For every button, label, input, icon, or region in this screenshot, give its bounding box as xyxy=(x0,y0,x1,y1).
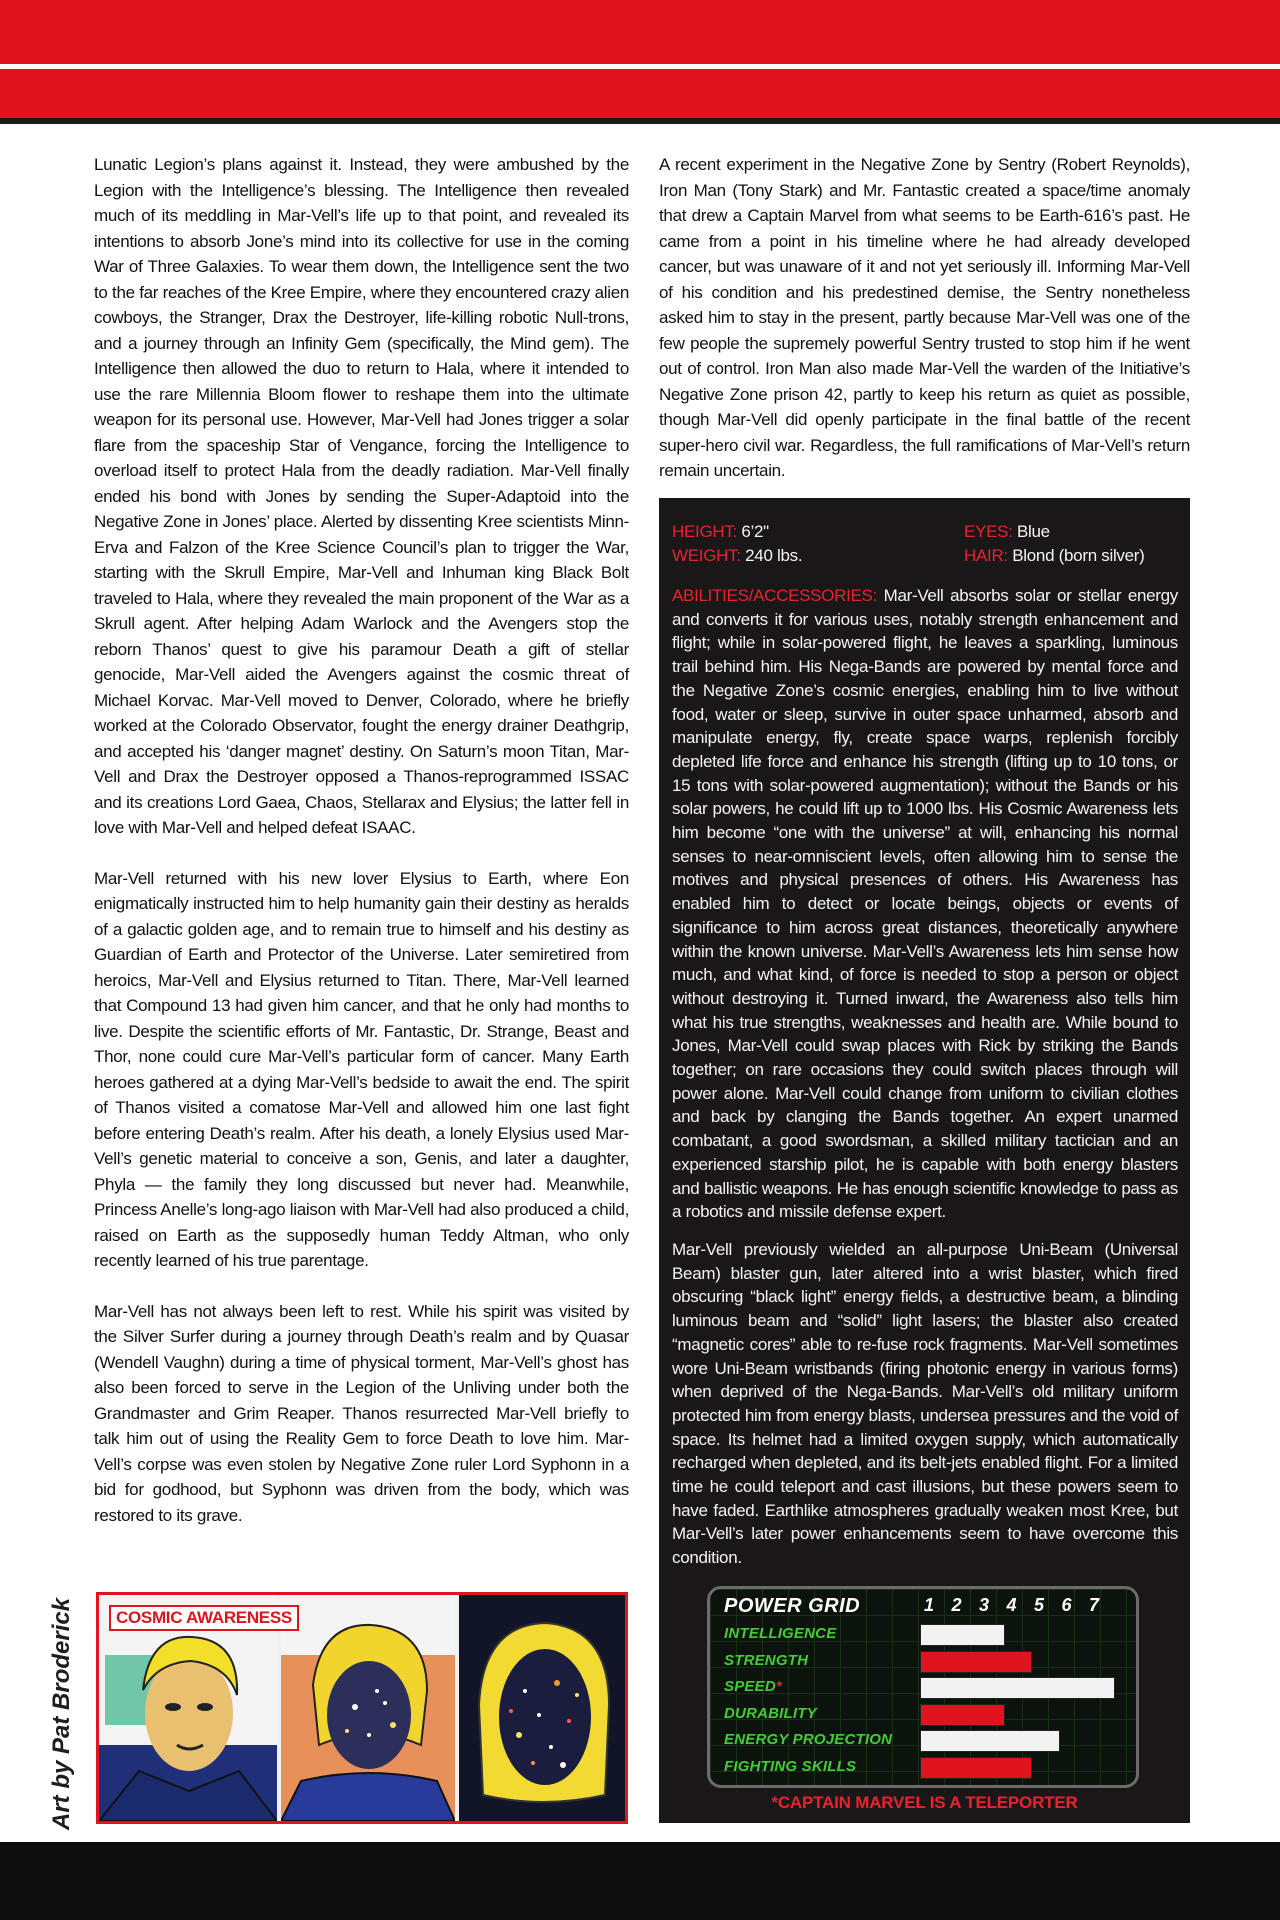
abilities-text: Mar-Vell absorbs solar or stellar energy and converts it for various uses, notably strength enhancement and flight; while in solar-powered flight, he leaves a sparkling, luminous trail behind him. His Nega-Bands are powered by mental force and the Negative Zone’s cosmic energies, enabling him to live without food, water or sleep, survive in outer space unharmed, absorb and manipulate energy, fly, create space warps, replenish forcibly depleted life force and enhance his strength (lifting up to 10 tons, or 15 tons with solar-powered augmentation); without the Bands or his solar powers, he could lift up to 1000 lbs. His Cosmic Awareness lets him become “one with the universe” at will, enhancing his normal senses to near-omniscient levels, often allowing him to sense the motives and physical presences of others. His Awareness has enabled him to detect or locate beings, objects or events of significance to him across great distances, theoretically anywhere within the known universe. Mar-Vell’s Awareness lets him sense how much, and what kind, of force is needed to stop a person or object without destroying it. Turned inward, the Awareness also tells him what his true strengths, weaknesses and health are. While bound to Jones, Mar-Vell could swap places with Rick by striking the Bands together; on rare occasions they could switch places through will power alone. Mar-Vell could change from uniform to civilian clothes and back by clanging the Bands together. An expert unarmed combatant, a good swordsman, a skilled military tactician and an experienced starship pilot, he is capable with both energy blasters and ballistic weapons. He has enough scientific knowledge to pass as a robotics and missile defense expert. xyxy=(672,586,1178,1222)
height-value: 6’2" xyxy=(736,522,769,541)
bio-paragraph-2: Mar-Vell returned with his new lover Elysius to Earth, where Eon enigmatically instructed him to help humanity gain their destiny as heralds of a galactic golden age, and to remain true to himself and his destiny as Guardian of Earth and Protector of the Universe. Later semiretired from heroics, Mar-Vell and Elysius returned to Titan. There, Mar-Vell learned that Compound 13 had given him cancer, and that he only had months to live. Despite the scientific efforts of Mr. Fantastic, Dr. Strange, Beast and Thor, none could cure Mar-Vell’s particular form of cancer. Many Earth heroes gathered at a dying Mar-Vell’s bedside to await the end. The spirit of Thanos visited a comatose Mar-Vell and allowed him one last fight before entering Death’s realm. After his death, a lonely Elysius used Mar-Vell’s genetic material to conceive a son, Genis, and later a daughter, Phyla — the family they long discussed but never had. Meanwhile, Princess Anelle’s long-ago liaison with Mar-Vell had also produced a child, raised on Earth as the supposedly human Teddy Altman, who only recently learned of his true parentage. xyxy=(94,868,629,1270)
power-grid-label-durability: DURABILITY xyxy=(724,1704,817,1722)
header-band xyxy=(0,0,1280,124)
power-grid-label-fighting-skills: FIGHTING SKILLS xyxy=(724,1757,857,1775)
power-grid-label-intelligence: INTELLIGENCE xyxy=(724,1625,837,1642)
artwork-panel xyxy=(96,1592,628,1824)
height-label: HEIGHT: xyxy=(672,522,737,541)
power-grid-scale-4: 4 xyxy=(1006,1595,1017,1615)
left-column xyxy=(94,152,629,1553)
bio-paragraph-3: Mar-Vell has not always been left to rest. While his spirit was visited by the Silver Surfer during a journey through Death’s realm and by Quasar (Wendell Vaughn) during a time of physical torment, Mar-Vell’s ghost has also been forced to serve in the Legion of the Unliving under both the Grandmaster and Grim Reaper. Thanos resurrected Mar-Vell briefly to talk him out of using the Reality Gem to force Death to love him. Mar-Vell’s corpse was even stolen by Negative Zone ruler Lord Syphonn in a bid for godhood, but Syphonn was driven from the body, which was restored to its grave. xyxy=(94,1301,629,1525)
art-panel-2 xyxy=(281,1595,455,1821)
power-grid-bar-fighting-skills xyxy=(920,1757,1032,1779)
hair-value: Blond (born silver) xyxy=(1007,546,1145,565)
bio-paragraph-4: A recent experiment in the Negative Zone by Sentry (Robert Reynolds), Iron Man (Tony Stark) and Mr. Fantastic created a space/time anomaly that drew a Captain Marvel from what seems to be Earth-616’s past. He came from a point in his timeline where he had already developed cancer, but was unaware of it and not yet seriously ill. Informing Mar-Vell of his condition and his predestined demise, the Sentry nonetheless asked him to stay in the present, partly because Mar-Vell was one of the few people the supremely powerful Sentry trusted to stop him if he went out of control. Iron Man also made Mar-Vell the warden of the Initiative’s Negative Zone prison 42, partly to keep his return as quiet as possible, though Mar-Vell did openly participate in the final battle of the recent super-hero civil war. Regardless, the full ramifications of Mar-Vell’s return remain uncertain. xyxy=(659,155,1190,480)
power-grid-scale-7: 7 xyxy=(1088,1595,1099,1615)
header-stripe xyxy=(0,64,1280,69)
eyes-value: Blue xyxy=(1012,522,1050,541)
stats-box xyxy=(659,498,1190,1823)
unibeam-paragraph: Mar-Vell previously wielded an all-purpose Uni-Beam (Universal Beam) blaster gun, later altered into a wrist blaster, which fired obscuring “black light” energy fields, a destructive beam, a blinding luminous beam and “solid” light lasers; the blaster also created “magnetic cores” able to re-fuse rock fragments. Mar-Vell sometimes wore Uni-Beam wristbands (firing photonic energy in various forms) when deprived of the Nega-Bands. Mar-Vell’s old military uniform protected him from energy blasts, undersea pressures and the void of space. Its helmet had a limited oxygen supply, which automatically recharged when depleted, and its belt-jets enabled flight. For a limited time he could teleport and cast illusions, but these powers seem to have faded. Earthlike atmospheres gradually weaken most Kree, but Mar-Vell’s later power enhancements seem to have overcome this condition. xyxy=(672,1239,1178,1568)
footer-band xyxy=(0,1842,1280,1920)
power-grid-bar-strength xyxy=(920,1651,1032,1673)
power-grid-bar-speed xyxy=(920,1677,1115,1699)
power-grid-scale-1: 1 xyxy=(923,1595,934,1615)
abilities-paragraph xyxy=(672,584,1178,1224)
weight-label: WEIGHT: xyxy=(672,546,741,565)
power-grid-label-speed: SPEED* xyxy=(724,1678,782,1695)
stats-row-1 xyxy=(672,520,1178,544)
power-grid-scale-5: 5 xyxy=(1033,1595,1044,1615)
eyes-label: EYES: xyxy=(964,522,1013,541)
hair-label: HAIR: xyxy=(964,546,1008,565)
power-grid-bar-durability xyxy=(920,1704,1005,1726)
right-column xyxy=(659,152,1190,509)
power-grid-title: POWER GRID xyxy=(724,1595,861,1617)
power-grid-scale-2: 2 xyxy=(951,1595,962,1615)
abilities-label: ABILITIES/ACCESSORIES: xyxy=(672,586,878,605)
header-edge xyxy=(0,118,1280,124)
power-grid-scale-6: 6 xyxy=(1061,1595,1072,1615)
portrait-2-image xyxy=(281,1595,455,1821)
power-grid-bar-intelligence xyxy=(920,1624,1005,1646)
stats-row-2 xyxy=(672,544,1178,568)
portrait-3-image xyxy=(459,1595,625,1821)
power-grid xyxy=(707,1586,1139,1788)
power-grid-bar-energy-projection xyxy=(920,1730,1060,1752)
art-panel-3 xyxy=(459,1595,625,1821)
weight-value: 240 lbs. xyxy=(740,546,803,565)
power-grid-scale-3: 3 xyxy=(978,1595,989,1615)
bio-paragraph-1: Lunatic Legion’s plans against it. Instead, they were ambushed by the Legion with the Intelligence’s blessing. The Intelligence then revealed much of its meddling in Mar-Vell’s life up to that point, and revealed its intentions to absorb Jone’s mind into its collective for use in the coming War of Three Galaxies. To wear them down, the Intelligence sent the two to the far reaches of the Kree Empire, where they encountered crazy alien cowboys, the Stranger, Drax the Destroyer, life-killing robotic Null-trons, and a journey through an Infinity Gem (specifically, the Mind gem). The Intelligence then allowed the duo to return to Hala, where it intended to use the rare Millennia Bloom flower to reshape them into the ultimate weapon for its personal use. However, Mar-Vell had Jones trigger a solar flare from the spaceship Star of Vengance, forcing the Intelligence to overload itself to protect Hala from the deadly radiation. Mar-Vell finally ended his bond with Jones by sending the Super-Adaptoid into the Negative Zone in Jones’ place. Alerted by dissenting Kree scientists Minn-Erva and Falzon of the Kree Science Council’s plan to trigger the War, starting with the Skrull Empire, Mar-Vell and Inhuman king Black Bolt traveled to Hala, where they revealed the main proponent of the War as a Skrull agent. After helping Adam Warlock and the Avengers stop the reborn Thanos’ quest to give his paramour Death a gift of stellar genocide, Mar-Vell aided the Avengers against the cosmic threat of Michael Korvac. Mar-Vell moved to Denver, Colorado, where he briefly worked at the Colorado Observator, fought the energy drainer Deathgrip, and accepted his ‘danger magnet’ destiny. On Saturn’s moon Titan, Mar-Vell and Drax the Destroyer opposed a Thanos-reprogrammed ISSAC and its creations Lord Gaea, Chaos, Stellarax and Elysius; the latter fell in love with Mar-Vell and helped defeat ISAAC. xyxy=(94,155,629,837)
power-grid-label-strength: STRENGTH xyxy=(724,1651,809,1669)
stats-text xyxy=(672,520,1178,1584)
power-grid-footnote: *CAPTAIN MARVEL IS A TELEPORTER xyxy=(771,1793,1078,1812)
artwork-caption: COSMIC AWARENESS xyxy=(109,1605,299,1631)
power-grid-label-energy-projection: ENERGY PROJECTION xyxy=(724,1731,893,1748)
art-credit: Art by Pat Broderick xyxy=(48,1597,75,1830)
